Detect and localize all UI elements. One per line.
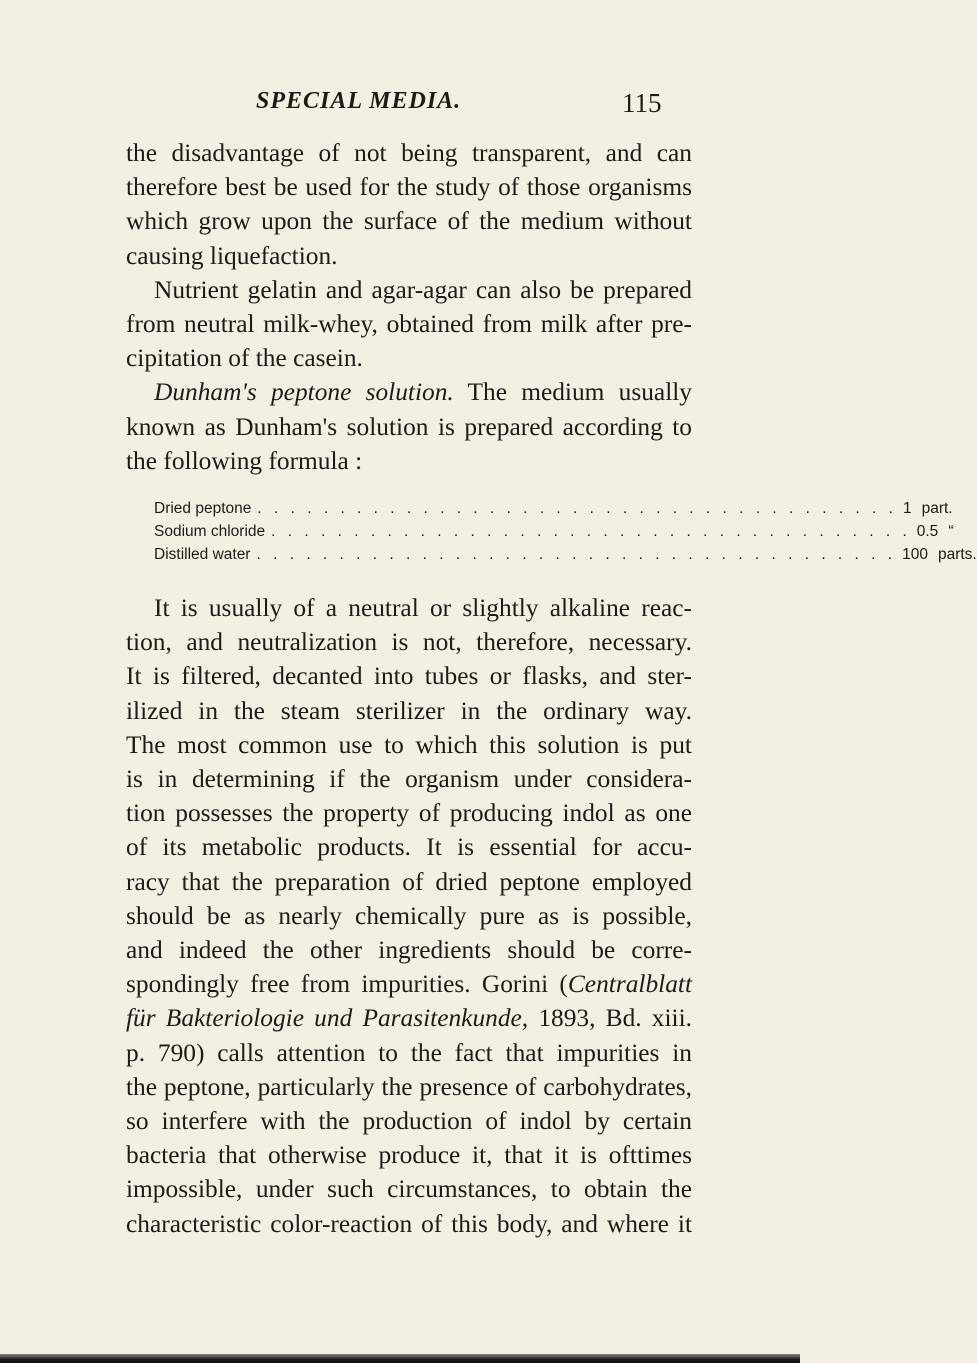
text-line: the disadvantage of not being transparent, and can [126, 139, 692, 167]
ingredient-name: Distilled water [154, 546, 251, 564]
text-line [126, 967, 692, 1001]
formula-row [154, 523, 954, 546]
text-line: It is usually of a neutral or slightly alkaline reac- [154, 594, 692, 623]
ingredient-unit: part. [921, 500, 953, 518]
text-line: therefore best be used for the study of those organisms [126, 173, 692, 202]
text-line: of its metabolic products. It is essential for accu- [126, 833, 692, 862]
text-line: impossible, under such circumstances, to obtain the [126, 1175, 692, 1204]
formula-row [154, 546, 977, 569]
text-line: Nutrient gelatin and agar-agar can also be prepared [154, 275, 692, 304]
page-edge-shadow [0, 1354, 800, 1363]
ingredient-name: Sodium chloride [154, 523, 266, 541]
paragraph-4 [126, 591, 692, 1241]
text-line: cipitation of the casein. [126, 344, 363, 373]
text-line: from neutral milk-whey, obtained from milk after pre- [126, 310, 692, 339]
text-line: known as Dunham's solution is prepared according to [126, 412, 692, 441]
text-line: and indeed the other ingredients should be corre- [126, 936, 692, 965]
paragraph-3 [126, 375, 692, 478]
text-line [126, 375, 692, 409]
ingredient-unit: parts. [937, 546, 977, 564]
text-line: should be as nearly chemically pure as is possible, [126, 901, 692, 930]
text-fragment: The medium usually [453, 378, 692, 407]
text-line: The most common use to which this solution is put [126, 730, 692, 759]
page-number: 115 [622, 88, 662, 118]
paragraph-1 [126, 136, 692, 273]
text-line [126, 1001, 692, 1035]
text-line: is in determining if the organism under considera- [126, 765, 692, 794]
leader-dots: . . . . . . . . . . . . . . . . . . . . . . . . . . . . . . . . . . . . . . . [256, 546, 897, 564]
leader-dots: . . . . . . . . . . . . . . . . . . . . . . . . . . . . . . . . . . . . . . . [257, 500, 897, 518]
formula-table [154, 500, 977, 569]
text-line: ilized in the steam sterilizer in the ordinary way. [126, 696, 692, 725]
citation-journal-cont: für Bakteriologie und Parasitenkunde, [126, 1004, 529, 1033]
text-line: the peptone, particularly the presence of carbohydrates, [126, 1072, 692, 1101]
paragraph-2 [126, 273, 692, 376]
text-fragment: spondingly free from impurities. Gorini ( [126, 970, 568, 999]
text-line: causing liquefaction. [126, 241, 338, 270]
body-text [126, 136, 977, 1241]
formula-row [154, 500, 953, 523]
text-line: p. 790) calls attention to the fact that impurities in [126, 1038, 692, 1067]
text-line: the following formula : [126, 446, 363, 475]
ingredient-name: Dried peptone [154, 500, 252, 518]
text-line: characteristic color-reaction of this body, and where it [126, 1209, 692, 1238]
text-line: so interfere with the production of indol by certain [126, 1107, 692, 1136]
text-line: racy that the preparation of dried peptone employed [126, 867, 692, 896]
ingredient-qty: 100 [902, 546, 928, 564]
text-line: tion, and neutralization is not, therefore, necessary. [126, 628, 692, 657]
ingredient-unit: “ [948, 523, 954, 541]
text-line: which grow upon the surface of the medium without [126, 207, 692, 236]
text-line: It is filtered, decanted into tubes or flasks, and ster- [126, 662, 692, 691]
text-fragment: 1893, Bd. xiii. [528, 1004, 692, 1033]
ingredient-qty: 0.5 [916, 523, 939, 541]
running-head: SPECIAL MEDIA. [256, 88, 462, 114]
page-header [0, 88, 800, 128]
citation-journal: Centralblatt [567, 970, 692, 999]
text-line: bacteria that otherwise produce it, that it is ofttimes [126, 1141, 692, 1170]
section-title: Dunham's peptone solution. [154, 378, 454, 407]
text-line: tion possesses the property of producing indol as one [126, 799, 692, 828]
ingredient-qty: 1 [902, 500, 912, 518]
leader-dots: . . . . . . . . . . . . . . . . . . . . . . . . . . . . . . . . . . . . . . . [271, 523, 911, 541]
